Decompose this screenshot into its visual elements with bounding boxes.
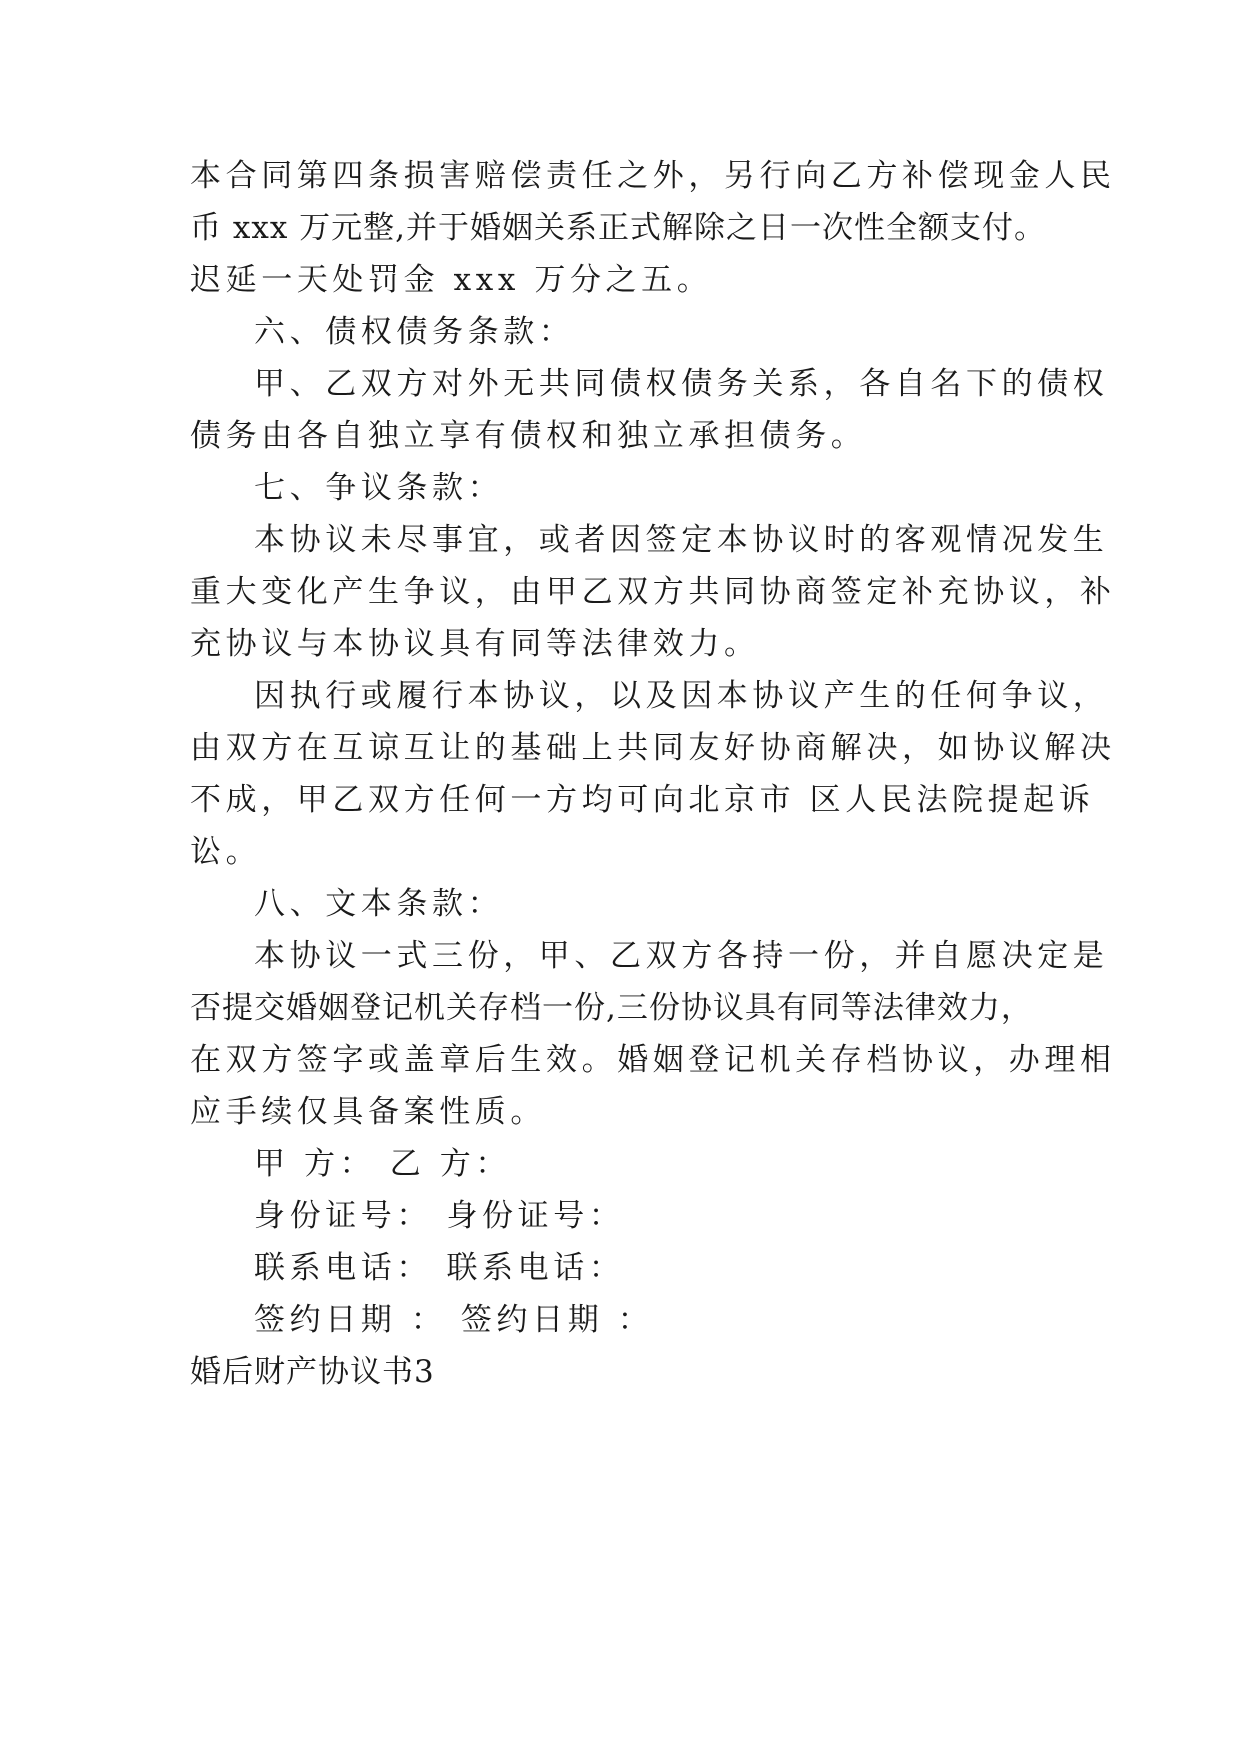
text-line: 币 xxx 万元整,并于婚姻关系正式解除之日一次性全额支付。	[190, 210, 1047, 246]
document-title: 婚后财产协议书3	[190, 1354, 435, 1390]
text-line: 本协议未尽事宜，或者因签定本协议时的客观情况发生	[254, 522, 1109, 558]
text-line: 本合同第四条损害赔偿责任之外，另行向乙方补偿现金人民	[190, 158, 1116, 194]
text-line: 重大变化产生争议，由甲乙双方共同协商签定补充协议，补	[190, 574, 1116, 610]
text-line: 充协议与本协议具有同等法律效力。	[190, 626, 760, 662]
text-line: 讼。	[190, 834, 262, 870]
text-line: 在双方签字或盖章后生效。婚姻登记机关存档协议，办理相	[190, 1042, 1116, 1078]
text-line: 债务由各自独立享有债权和独立承担债务。	[190, 418, 867, 454]
section-heading: 六、债权债务条款：	[254, 314, 575, 350]
text-line: 因执行或履行本协议，以及因本协议产生的任何争议，	[254, 678, 1109, 714]
signature-party-line: 甲 方： 乙 方：	[254, 1146, 511, 1182]
text-line: 迟延一天处罚金 xxx 万分之五。	[190, 262, 713, 298]
text-line: 不成，甲乙双方任何一方均可向北京市 区人民法院提起诉	[190, 782, 1095, 818]
signature-date-line: 签约日期 ： 签约日期 ：	[254, 1302, 654, 1338]
section-heading: 七、争议条款：	[254, 470, 504, 506]
text-line: 本协议一式三份，甲、乙双方各持一份，并自愿决定是	[254, 938, 1109, 974]
text-line: 甲、乙双方对外无共同债权债务关系，各自名下的债权	[254, 366, 1109, 402]
text-line: 由双方在互谅互让的基础上共同友好协商解决，如协议解决	[190, 730, 1116, 766]
text-line: 应手续仅具备案性质。	[190, 1094, 546, 1130]
signature-id-line: 身份证号： 身份证号：	[254, 1198, 625, 1234]
section-heading: 八、文本条款：	[254, 886, 504, 922]
text-line: 否提交婚姻登记机关存档一份,三份协议具有同等法律效力，	[190, 990, 1033, 1026]
signature-phone-line: 联系电话： 联系电话：	[254, 1250, 625, 1286]
